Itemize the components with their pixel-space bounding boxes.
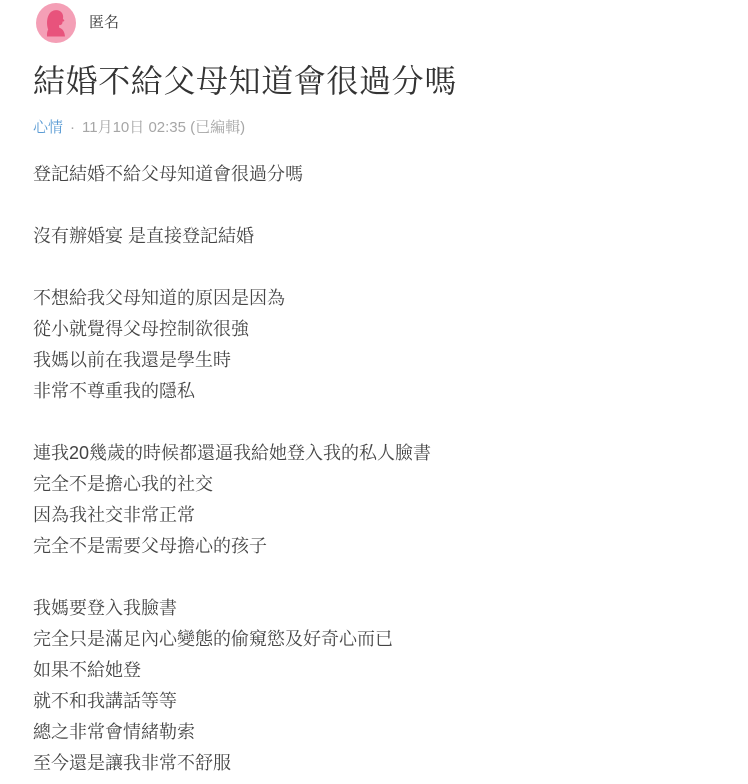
meta-separator: · (70, 119, 76, 136)
post-body (33, 159, 718, 779)
post-meta (33, 118, 718, 138)
post-paragraph: 連我20幾歲的時候都還逼我給她登入我的私人臉書 完全不是擔心我的社交 因為我社交非常正常 完全不是需要父母擔心的孩子 (33, 443, 432, 556)
avatar-silhouette-shape (47, 10, 65, 36)
author-name: 匿名 (89, 14, 120, 31)
post-title: 結婚不給父母知道會很過分嗎 (33, 63, 457, 99)
post-paragraph: 我媽要登入我臉書 完全只是滿足內心變態的偷窺慾及好奇心而已 如果不給她登 就不和我講話等等 總之非常會情緒勒索 至今還是讓我非常不舒服 (33, 598, 393, 773)
post-paragraph: 沒有辦婚宴 是直接登記結婚 (33, 226, 254, 246)
female-silhouette-icon (36, 3, 76, 43)
post-header (36, 3, 718, 43)
post-timestamp: 11月10日 02:35 (已編輯) (82, 119, 246, 136)
post-paragraph: 登記結婚不給父母知道會很過分嗎 (33, 164, 303, 184)
anonymous-avatar[interactable] (36, 3, 76, 43)
forum-link[interactable]: 心情 (33, 119, 64, 136)
post-paragraph: 不想給我父母知道的原因是因為 從小就覺得父母控制欲很強 我媽以前在我還是學生時 非常不尊重我的隱私 (33, 288, 285, 401)
